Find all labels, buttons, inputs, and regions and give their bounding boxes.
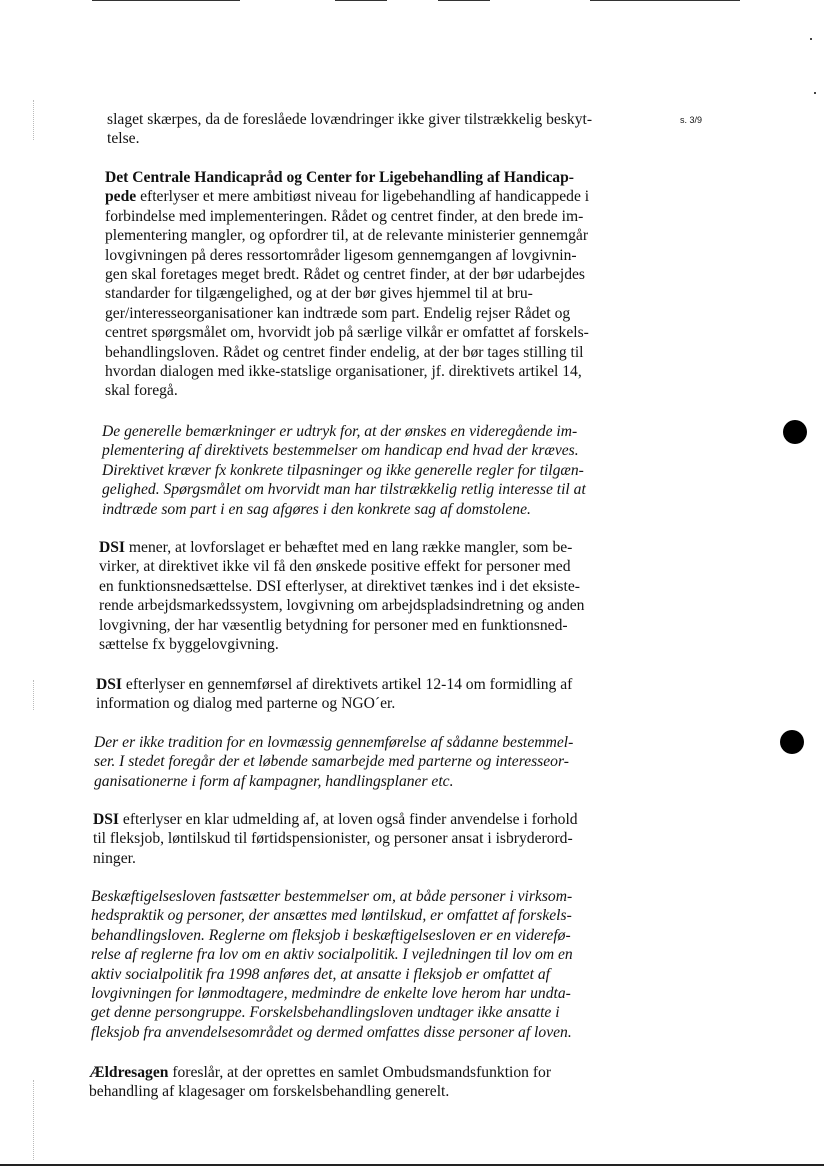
text-line: lovgivningen på deres ressortområder ligesom gennemgangen af lovgivnin-	[105, 246, 577, 264]
margin-scan-marks	[33, 1080, 36, 1160]
top-rule	[590, 0, 740, 1]
margin-bullet-marker	[783, 420, 807, 444]
text-line: skal foregå.	[105, 382, 178, 400]
text-line: hvordan dialogen med ikke-statslige organisationer, jf. direktivets artikel 14,	[105, 363, 582, 381]
bottom-rule	[0, 1164, 824, 1166]
scan-speck	[810, 38, 812, 40]
paragraph-p1	[107, 110, 592, 149]
text-line: Beskæftigelsesloven fastsætter bestemmelser om, at både personer i virksom-	[91, 888, 573, 905]
paragraph-p8-response	[91, 887, 573, 1042]
paragraph-p2	[105, 168, 589, 401]
text-line: forbindelse med implementeringen. Rådet og centret finder, at den brede im-	[105, 207, 584, 225]
text-line: lovgivning, der har væsentlig betydning for personer med en funktionsned-	[99, 616, 568, 634]
text-line: gelighed. Spørgsmålet om hvorvidt man har tilstrækkelig retlig interesse til at	[102, 481, 586, 499]
text-line	[93, 810, 578, 829]
text-line: ger/interesseorganisationer kan indtræde som part. Endelig rejser Rådet og	[105, 304, 571, 322]
margin-bullet-marker	[780, 730, 804, 754]
text-line: Direktivet kræver fx konkrete tilpasninger og ikke generelle regler for tilgæn-	[102, 461, 584, 479]
text-fragment: foreslår, at der oprettes en samlet Ombudsmandsfunktion for	[168, 1064, 552, 1081]
text-line	[96, 675, 572, 694]
text-line: virker, at direktivet ikke vil få den ønskede positive effekt for personer med	[99, 558, 571, 576]
top-rule	[92, 0, 240, 1]
text-line: indtræde som part i en sag afgøres i den konkrete sag af domstolene.	[102, 500, 531, 518]
paragraph-p4	[99, 538, 584, 654]
scan-speck	[814, 92, 816, 94]
paragraph-p9	[89, 1063, 551, 1102]
text-line: relse af reglerne fra lov om en aktiv socialpolitik. I vejledningen til lov om en	[91, 946, 573, 964]
text-line: gen skal foretages meget bredt. Rådet og centret finder, at der bør udarbejdes	[105, 266, 585, 284]
text-line: ganisationerne i form af kampagner, handlingsplaner etc.	[94, 772, 454, 790]
paragraph-p3-response	[102, 422, 586, 519]
text-line: hedspraktik og personer, der ansættes med løntilskud, er omfattet af forskels-	[91, 907, 572, 925]
text-line	[105, 168, 589, 187]
text-line: fleksjob fra anvendelsesområdet og dermed omfattes disse personer af loven.	[91, 1023, 572, 1041]
text-line: behandling af klagesager om forskelsbehandling generelt.	[89, 1083, 450, 1101]
organization-name: Det Centrale Handicapråd og Center for Ligebehandling af Handicap-	[105, 169, 574, 186]
paragraph-p7	[93, 810, 578, 868]
text-fragment: efterlyser en gennemførsel af direktivets artikel 12-14 om formidling af	[122, 676, 573, 693]
margin-scan-marks	[33, 680, 36, 710]
text-line: information og dialog med parterne og NGO´er.	[96, 695, 396, 713]
paragraph-p6-response	[94, 733, 573, 791]
margin-scan-marks	[33, 100, 36, 140]
text-line: centret spørgsmålet om, hvorvidt job på særlige vilkår er omfattet af forskels-	[105, 324, 589, 342]
text-line: Der er ikke tradition for en lovmæssig gennemførelse af sådanne bestemmel-	[94, 734, 574, 751]
text-line: rende arbejdsmarkedssystem, lovgivning om arbejdspladsindretning og anden	[99, 597, 585, 615]
organization-name: DSI	[99, 539, 126, 556]
text-line: plementering mangler, og opfordrer til, at de relevante ministerier gennemgår	[105, 227, 589, 245]
text-fragment: efterlyser et mere ambitiøst niveau for ligebehandling af handicappede i	[136, 188, 590, 206]
organization-name: DSI	[93, 811, 120, 828]
organization-name: Ældresagen	[89, 1064, 169, 1081]
organization-name: pede	[105, 188, 137, 206]
text-line: en funktionsnedsættelse. DSI efterlyser, at direktivet tænkes ind i det eksiste-	[99, 577, 580, 595]
text-line: til fleksjob, løntilskud til førtidspensionister, og personer ansat i isbryderord-	[93, 830, 573, 848]
text-fragment: efterlyser en klar udmelding af, at loven også finder anvendelse i forhold	[119, 811, 578, 828]
text-line: sættelse fx byggelovgivning.	[99, 636, 279, 654]
text-line: slaget skærpes, da de foreslåede lovændringer ikke giver tilstrækkelig beskyt-	[107, 111, 593, 128]
text-line: telse.	[107, 130, 140, 148]
text-fragment: mener, at lovforslaget er behæftet med en lang række mangler, som be-	[125, 539, 573, 556]
top-rule	[438, 0, 490, 1]
text-line	[105, 187, 589, 206]
text-line: behandlingsloven. Rådet og centret finder endelig, at der bør tages stilling til	[105, 343, 584, 361]
text-line: plementering af direktivets bestemmelser om handicap end hvad der kræves.	[102, 442, 579, 460]
text-line: lovgivningen for lønmodtagere, medmindre de enkelte love herom har undta-	[91, 985, 571, 1003]
text-line: get denne persongruppe. Forskelsbehandlingsloven undtager ikke ansatte i	[91, 1004, 560, 1022]
paragraph-p5	[96, 675, 572, 714]
organization-name: DSI	[96, 676, 123, 693]
text-line: ser. I stedet foregår der et løbende samarbejde med parterne og interesseor-	[94, 753, 569, 771]
text-line: ninger.	[93, 849, 136, 867]
text-line: aktiv socialpolitik fra 1998 anføres det, at ansatte i fleksjob er omfattet af	[91, 965, 550, 983]
text-line: behandlingsloven. Reglerne om fleksjob i beskæftigelsesloven er en viderefø-	[91, 926, 571, 944]
text-line	[99, 538, 584, 557]
text-line: De generelle bemærkninger er udtryk for, at der ønskes en videregående im-	[102, 423, 578, 440]
top-rule	[335, 0, 387, 1]
text-line: standarder for tilgængelighed, og at der bør gives hjemmel til at bru-	[105, 285, 533, 303]
text-line	[89, 1063, 551, 1082]
page-number: s. 3/9	[680, 115, 703, 125]
